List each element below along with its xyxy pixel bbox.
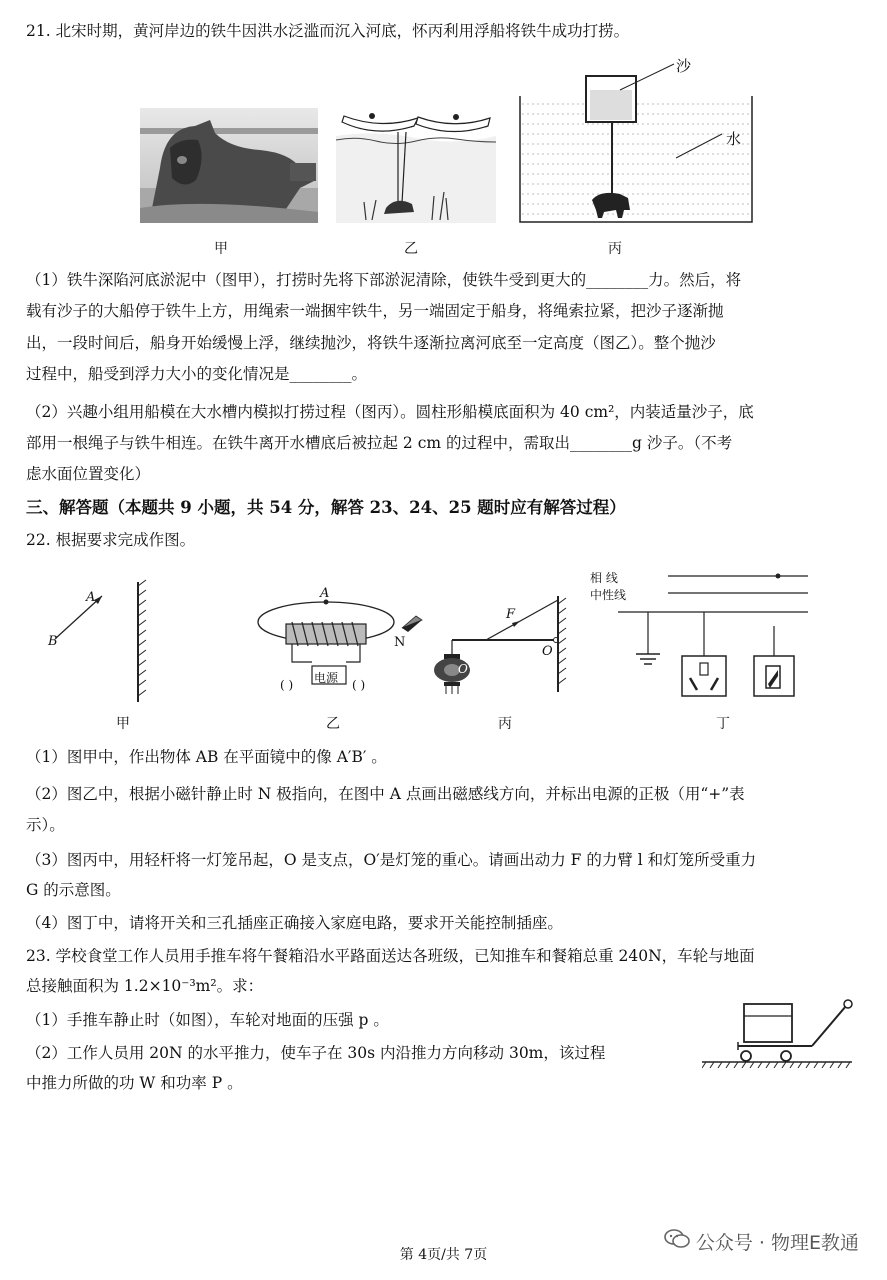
q22-item-2: （2）图乙中，根据小磁针静止时 N 极指向，在图中 A 点画出磁感线方向，并标出电源的正极（用“+”表: [26, 785, 745, 803]
sand-label: 沙: [676, 57, 692, 75]
hand-cart-diagram: [702, 994, 862, 1074]
power-label: 电源: [314, 671, 339, 685]
label-b: B: [48, 634, 58, 649]
q23-line2: 总接触面积为 1.2×10⁻³m²。求：: [26, 977, 264, 995]
label-a: A: [86, 590, 96, 605]
label-o: O: [542, 644, 553, 659]
q23-line4: （2）工作人员用 20N 的水平推力，使车子在 30s 内沿推力方向移动 30m，该过程: [26, 1044, 606, 1062]
q21-p2-line3: 虑水面位置变化）: [26, 465, 151, 483]
q21-p1-line1: （1）铁牛深陷河底淤泥中（图甲），打捞时先将下部淤泥清除，使铁牛受到更大的________力。然后，将: [26, 271, 742, 289]
caption-bing: 丙: [608, 241, 622, 257]
boats-drawing: [336, 108, 496, 223]
live-wire-label: 相 线: [590, 571, 618, 585]
q22-item-3: （3）图丙中，用轻杆将一灯笼吊起，O 是支点，O′是灯笼的重心。请画出动力 F 的力臂 l 和灯笼所受重力: [26, 851, 757, 869]
caption-jia: 甲: [214, 241, 228, 257]
paren-left: ( ): [280, 678, 294, 692]
paren-right: ( ): [352, 678, 366, 692]
label-f: F: [506, 607, 516, 622]
tank-diagram: [516, 60, 756, 226]
q22-item-4: （4）图丁中，请将开关和三孔插座正确接入家庭电路，要求开关能控制插座。: [26, 914, 563, 932]
q21-p1-line3: 出，一段时间后，船身开始缓慢上浮，继续抛沙，将铁牛逐渐拉离河底至一定高度（图乙）。整个抛沙: [26, 334, 716, 352]
mirror-diagram: [40, 576, 160, 706]
q21-p2-line2: 部用一根绳子与铁牛相连。在铁牛离开水槽底后被拉起 2 cm 的过程中，需取出________g 沙子。（不考: [26, 434, 733, 452]
q21-stem: 21. 北宋时期，黄河岸边的铁牛因洪水泛滥而沉入河底，怀丙利用浮船将铁牛成功打捞。: [26, 22, 630, 40]
household-circuit-diagram: [618, 566, 810, 706]
q23-line5: 中推力所做的功 W 和功率 P 。: [26, 1074, 243, 1092]
caption-q22-ding: 丁: [716, 716, 730, 732]
q23-line3: （1）手推车静止时（如图），车轮对地面的压强 p 。: [26, 1011, 389, 1029]
q22-item-1: （1）图甲中，作出物体 AB 在平面镜中的像 A′B′ 。: [26, 748, 387, 766]
label-a-solenoid: A: [320, 586, 330, 601]
caption-q22-yi: 乙: [326, 716, 340, 732]
water-label: 水: [726, 130, 742, 148]
page-footer: 第 4页/共 7页: [399, 1247, 488, 1263]
q21-p2-line1: （2）兴趣小组用船模在大水槽内模拟打捞过程（图丙）。圆柱形船模底面积为 40 cm²，内装适量沙子，底: [26, 403, 754, 421]
caption-yi: 乙: [404, 241, 418, 257]
q22-item-3-cont: G 的示意图。: [26, 881, 121, 899]
q21-p1-line2: 载有沙子的大船停于铁牛上方，用绳索一端捆牢铁牛，另一端固定于船身，将绳索拉紧，把沙子逐渐抛: [26, 302, 724, 320]
neutral-wire-label: 中性线: [590, 588, 627, 602]
label-n: N: [394, 635, 406, 650]
iron-ox-photo: [140, 108, 318, 223]
watermark-text: 公众号 · 物理E教通: [695, 1232, 859, 1254]
q22-stem: 22. 根据要求完成作图。: [26, 531, 196, 549]
q23-line1: 23. 学校食堂工作人员用手推车将午餐箱沿水平路面送达各班级，已知推车和餐箱总重 240N，车轮与地面: [26, 947, 755, 965]
caption-q22-bing: 丙: [498, 716, 512, 732]
caption-q22-jia: 甲: [116, 716, 130, 732]
label-o-prime: O': [458, 662, 472, 676]
lever-lantern-diagram: [430, 596, 580, 706]
q21-p1-line4: 过程中，船受到浮力大小的变化情况是________。: [26, 365, 368, 383]
section-3-heading: 三、解答题（本题共 9 小题，共 54 分，解答 23、24、25 题时应有解答过程）: [26, 498, 626, 517]
q22-item-2-cont: 示）。: [26, 816, 65, 834]
